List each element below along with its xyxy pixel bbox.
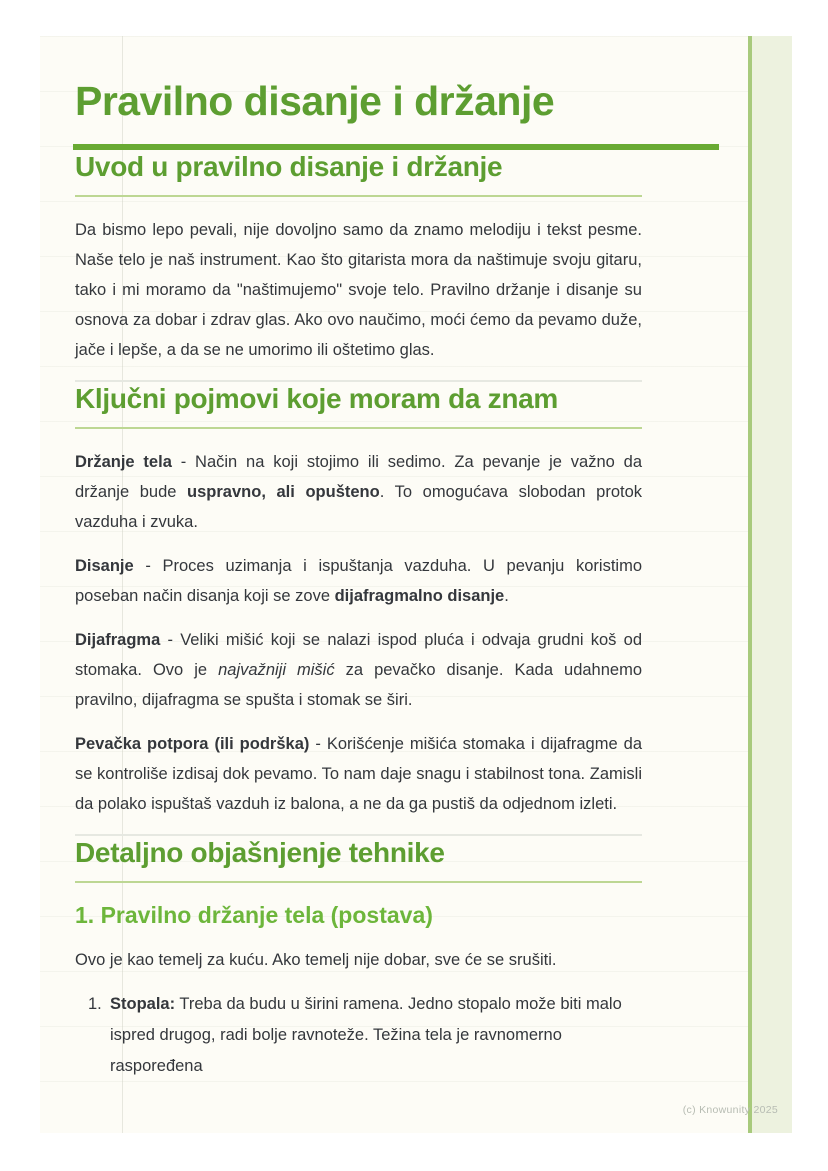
copyright-footer: (c) Knowunity 2025 <box>682 1104 778 1116</box>
section-underline <box>75 195 642 197</box>
term-label: Pevačka potpora (ili podrška) <box>75 735 310 753</box>
text-run: Ovo je kao temelj za kuću. Ako temelj nije dobar, sve će se srušiti. <box>75 951 557 969</box>
text-run: - Korišćenje mišića stomaka i dijafragme da se kontroliše izdisaj dok pevamo. To nam daje snagu i stabilnost tona. Zamisli da polako ispuštaš vazduh iz balona, a ne da ga pustiš da odjednom izleti. <box>75 735 642 813</box>
term-paragraph-potpora <box>75 729 642 819</box>
section-heading-uvod: Uvod u pravilno disanje i držanje <box>75 151 503 182</box>
text-run: Da bismo lepo pevali, nije dovoljno samo da znamo melodiju i tekst pesme. Naše telo je naš instrument. Kao što gitarista mora da naštimuje svoju gitaru, tako i mi moramo da "naštimujemo" svoje telo. Pravilno držanje i disanje su osnova za dobar i zdrav glas. Ako ovo naučimo, moći ćemo da pevamo duže, jače i lepše, a da se ne umorimo ili oštetimo glas. <box>75 221 642 359</box>
section-underline <box>75 881 642 883</box>
document-page <box>40 36 792 1133</box>
text-run: - Proces uzimanja i ispuštanja vazduha. U pevanju koristimo poseban način disanja koji se zove <box>75 557 642 605</box>
text-run: za pevačko disanje. Kada udahnemo pravilno, dijafragma se spušta i stomak se širi. <box>75 661 642 709</box>
list-item-text <box>110 989 642 1082</box>
ordered-list <box>75 989 642 1082</box>
bold-run: dijafragmalno disanje <box>334 587 505 605</box>
term-label: Stopala: <box>110 995 176 1013</box>
bold-run: uspravno, ali opušteno <box>187 483 380 501</box>
text-run: - Veliki mišić koji se nalazi ispod pluća i odvaja grudni koš od stomaka. Ovo je <box>75 631 642 679</box>
right-accent-strip <box>748 36 792 1133</box>
list-item <box>75 989 642 1082</box>
term-paragraph-drzanje-tela <box>75 447 642 537</box>
intro-paragraph <box>75 215 642 365</box>
italic-run: najvažniji mišić <box>218 661 335 679</box>
subsection-intro <box>75 945 642 975</box>
section-heading-tehnika: Detaljno objašnjenje tehnike <box>75 837 445 868</box>
text-run: . <box>504 587 509 605</box>
list-item-number: 1. <box>88 995 102 1013</box>
section-underline <box>75 427 642 429</box>
page-content <box>40 36 642 1082</box>
term-label: Držanje tela <box>75 453 172 471</box>
text-run: - Način na koji stojimo ili sedimo. Za pevanje je važno da držanje bude <box>75 453 642 501</box>
term-paragraph-dijafragma <box>75 625 642 715</box>
page-title: Pravilno disanje i držanje <box>75 78 555 124</box>
subsection-heading-drzanje: 1. Pravilno držanje tela (postava) <box>75 902 433 928</box>
text-run: Treba da budu u širini ramena. Jedno stopalo može biti malo ispred drugog, radi bolje ravnoteže. Težina tela je ravnomerno raspoređena <box>110 995 622 1075</box>
section-heading-pojmovi: Ključni pojmovi koje moram da znam <box>75 383 559 414</box>
term-label: Disanje <box>75 557 134 575</box>
term-paragraph-disanje <box>75 551 642 611</box>
text-run: . To omogućava slobodan protok vazduha i zvuka. <box>75 483 643 531</box>
term-label: Dijafragma <box>75 631 161 649</box>
